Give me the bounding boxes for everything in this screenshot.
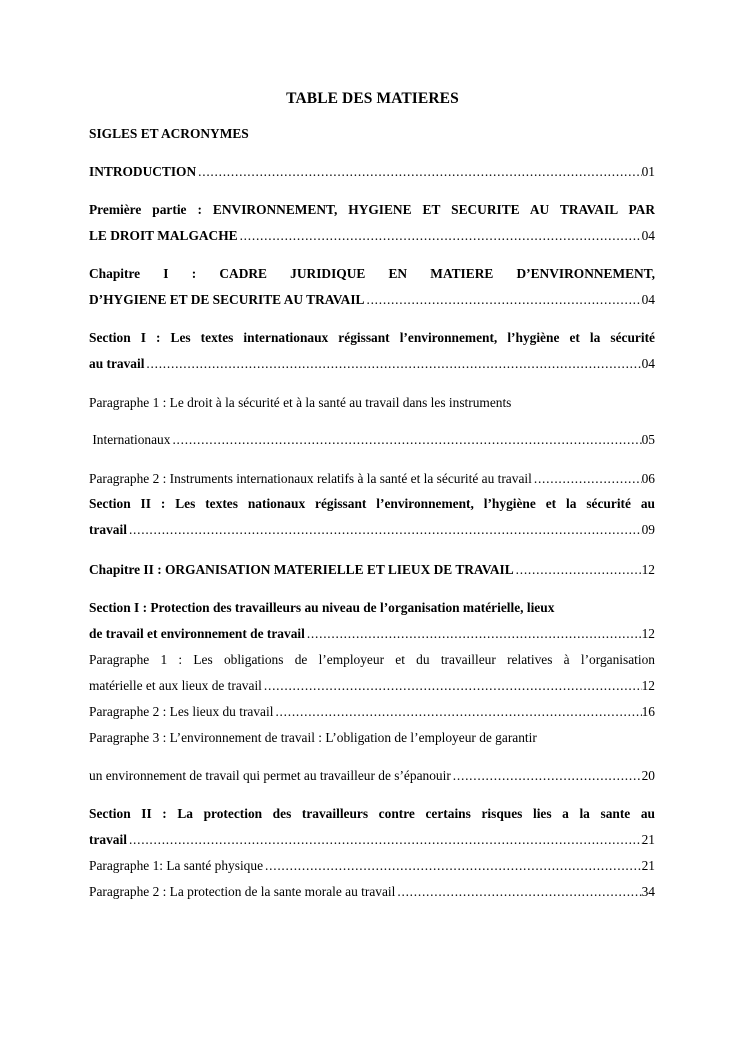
toc-entry-sigles [89,125,655,143]
toc-entry-section-2-line1: Section II : Les textes nationaux régissant l’environnement, l’hygiène et la sécurité au [89,496,655,511]
toc-entry-sante-morale [89,883,655,901]
entry-text: Paragraphe 2 : Instruments internationaux relatifs à la santé et la sécurité au travail [89,471,532,486]
entry-text: travail [89,522,127,537]
toc-entry-section-2b [89,831,655,849]
toc-entry-introduction [89,163,655,181]
toc-entry-section-1b [89,625,655,643]
page-title: TABLE DES MATIERES [286,90,459,107]
page-number: 04 [641,356,655,371]
entry-text: Chapitre II : ORGANISATION MATERIELLE ET LIEUX DE TRAVAIL [89,562,514,577]
entry-text: matérielle et aux lieux de travail [89,678,262,693]
toc-entry-paragraphe-1b-line1: Paragraphe 1 : Les obligations de l’employeur et du travailleur relatives à l’organisation [89,652,655,667]
entry-rest: : Les textes internationaux régissant l’environnement, l’hygiène et la sécurité [145,330,655,345]
dot-leader [144,355,641,373]
page-number: 04 [641,292,655,307]
entry-text: Paragraphe 1: La santé physique [89,858,264,873]
page-number: 09 [641,522,655,537]
entry-text: D’HYGIENE ET DE SECURITE AU TRAVAIL [89,292,365,307]
entry-text: Internationaux [89,432,171,447]
toc-entry-paragraphe-1 [89,431,655,449]
entry-text: INTRODUCTION [89,164,197,179]
page-number: 34 [641,884,655,899]
toc-entry-paragraphe-2 [89,470,655,488]
toc-entry-section-2 [89,521,655,539]
entry-text: un environnement de travail qui permet au travailleur de s’épanouir [89,768,451,783]
page-number: 01 [641,164,655,179]
page-number: 12 [641,562,655,577]
page-number: 12 [641,678,655,693]
toc-entry-chapitre-2 [89,561,655,579]
dot-leader [127,521,642,539]
toc-entry-paragraphe-2b [89,703,655,721]
dot-leader [263,857,642,875]
dot-leader [196,163,641,181]
toc-entry-paragraphe-1b [89,677,655,695]
dot-leader [238,227,642,245]
toc-entry-paragraphe-3-line1: Paragraphe 3 : L’environnement de travail : L’obligation de l’employeur de garantir [89,730,537,745]
entry-text: LE DROIT MALGACHE [89,228,238,243]
entry-text: Paragraphe 2 : Les lieux du travail [89,704,274,719]
toc-entry-section-2b-line1: Section II : La protection des travailleurs contre certains risques lies a la sante au [89,806,655,821]
entry-text: travail [89,832,127,847]
entry-text: Paragraphe 2 : La protection de la sante morale au travail [89,884,396,899]
dot-leader [127,831,642,849]
page-number: 20 [641,768,655,783]
toc-entry-paragraphe-3 [89,767,655,785]
dot-leader [532,470,642,488]
dot-leader [395,883,641,901]
dot-leader [305,625,642,643]
toc-entry-section-1 [89,355,655,373]
entry-text: au travail [89,356,145,371]
toc-entry-premiere-partie [89,227,655,245]
toc-entry-paragraphe-1-line1: Paragraphe 1 : Le droit à la sécurité et à la santé au travail dans les instruments [89,395,512,410]
dot-leader [273,703,641,721]
dot-leader [451,767,642,785]
page-number: 16 [641,704,655,719]
toc-entry-chapitre-1-line1: Chapitre I : CADRE JURIDIQUE EN MATIERE D’ENVIRONNEMENT, [89,266,655,281]
toc-entry-premiere-partie-line1: Première partie : ENVIRONNEMENT, HYGIENE ET SECURITE AU TRAVAIL PAR [89,202,655,217]
page-number: 06 [641,471,655,486]
dot-leader [364,291,641,309]
toc-entry-section-1b-line1: Section I : Protection des travailleurs au niveau de l’organisation matérielle, lieux [89,600,555,615]
dot-leader [514,561,642,579]
entry-text: SIGLES ET ACRONYMES [89,126,249,141]
toc-entry-section-1-line1 [89,329,655,347]
dot-leader [262,677,642,695]
entry-prefix: Section I [89,330,146,345]
page-number: 04 [641,228,655,243]
page-number: 21 [641,858,655,873]
toc-entry-chapitre-1 [89,291,655,309]
page-number: 21 [641,832,655,847]
dot-leader [170,431,641,449]
page-number: 05 [641,432,655,447]
page-number: 12 [641,626,655,641]
toc-entry-sante-physique [89,857,655,875]
entry-text: de travail et environnement de travail [89,626,305,641]
